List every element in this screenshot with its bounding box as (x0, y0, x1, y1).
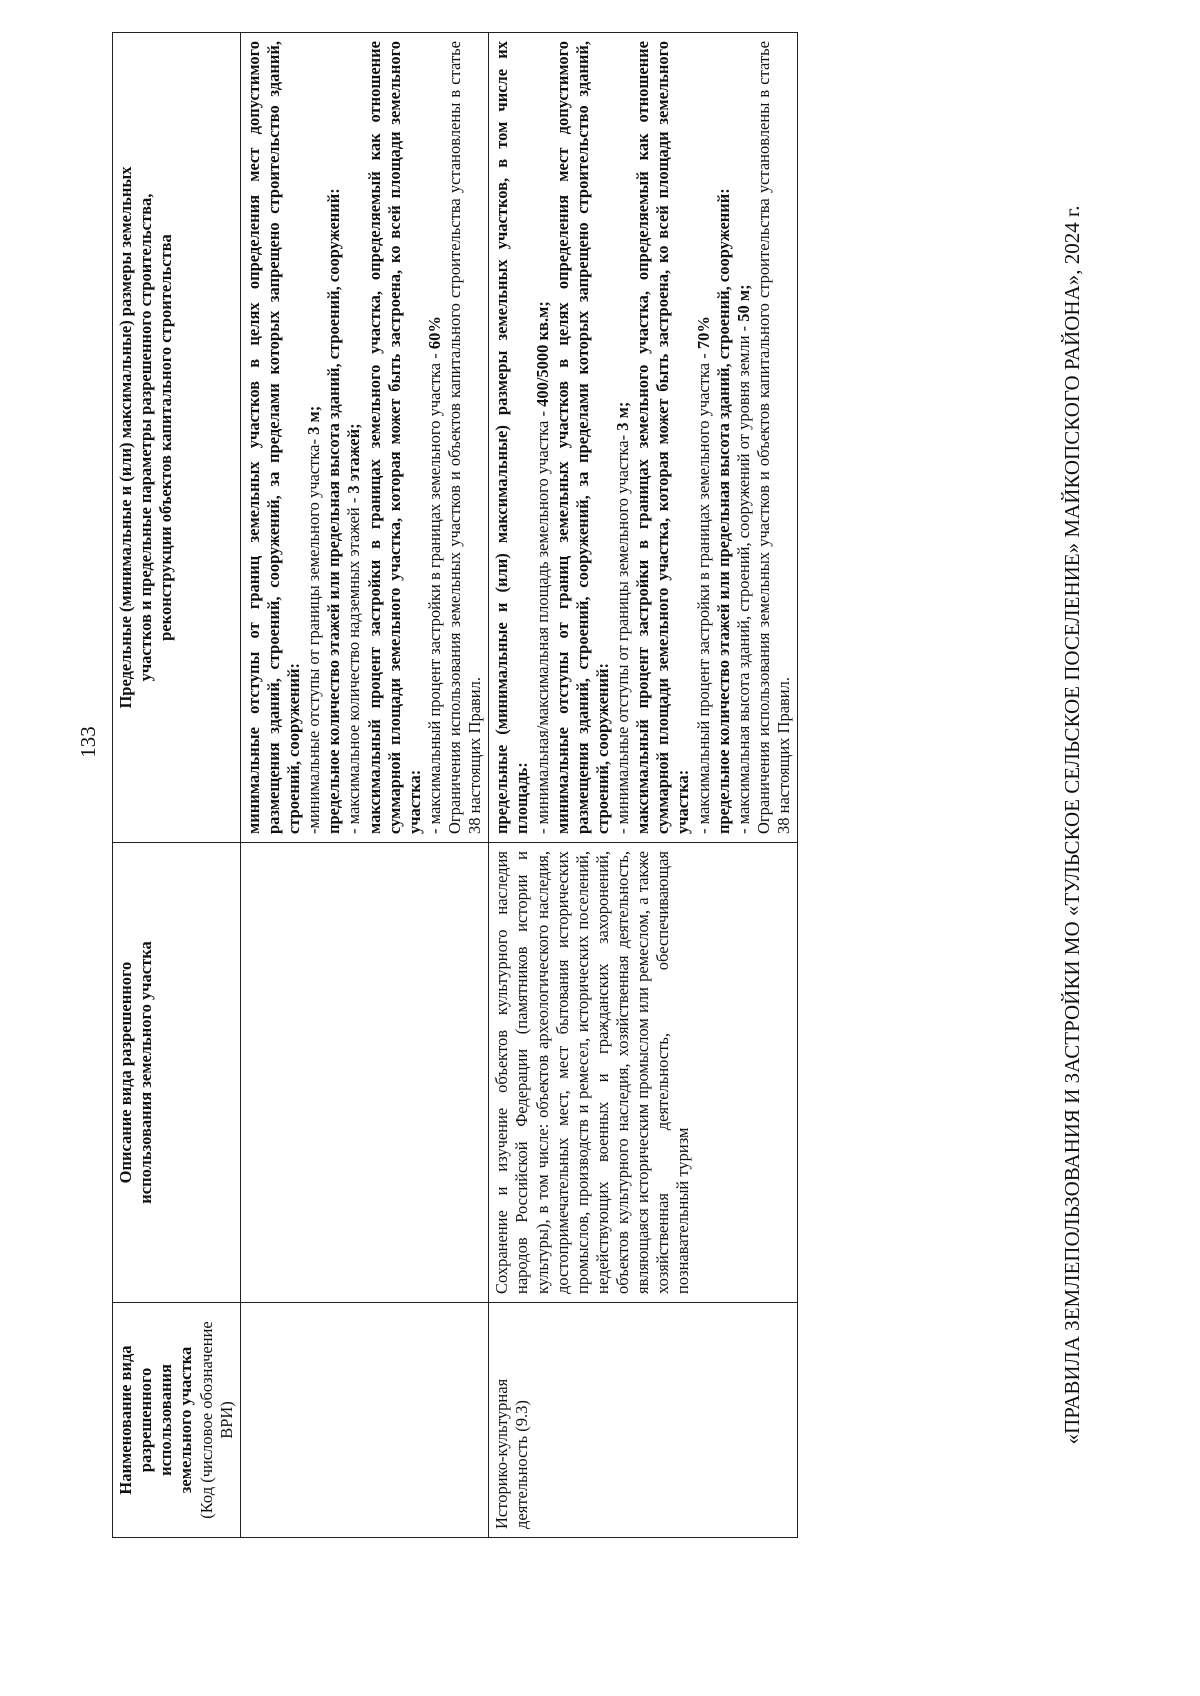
param-value: 3 м; (613, 401, 632, 431)
param-value: 400/5000 кв.м; (532, 301, 552, 407)
cell-empty-name (240, 1303, 489, 1538)
table-header-row (113, 33, 241, 1538)
param-value: 3 этажей; (344, 423, 364, 494)
param-text: - минимальная/максимальная площадь земельного участка - (532, 406, 552, 834)
param-text: - максимальный процент застройки в границах земельного участка - (424, 349, 444, 834)
param-text: - максимальное количество надземных этажей - (344, 493, 364, 834)
rotated-page (0, 40, 1100, 1640)
param-text: - максимальный процент застройки в границах земельного участка - (693, 349, 713, 834)
document-footer: «ПРАВИЛА ЗЕМЛЕПОЛЬЗОВАНИЯ И ЗАСТРОЙКИ МО «ТУЛЬСКОЕ СЕЛЬСКОЕ ПОСЕЛЕНИЕ» МАЙКОПСКОГО РАЙОНА», 2024 г. (1060, 205, 1084, 1445)
param-value: 60% (424, 316, 444, 350)
header-line: земельного участка (176, 1346, 196, 1494)
header-parameters (113, 33, 241, 843)
regulations-table (112, 32, 798, 1538)
cell-empty-description (240, 843, 489, 1303)
header-subtitle: (Код (числовое обозначение ВРИ) (196, 1321, 236, 1519)
param-note: Ограничения использования земельных участков и объектов капитального строительства установлены в статье 38 настоящих Правил. (445, 41, 485, 834)
table-row (489, 33, 798, 1538)
header-line: участков и предельные параметры разрешенного строительства, (136, 193, 156, 682)
header-line: использования (156, 1364, 176, 1476)
param-heading: предельные (минимальные и (или) максимальные) размеры земельных участков, в том числе их площадь: (492, 41, 532, 834)
header-line: разрешенного (136, 1367, 156, 1473)
param-text: - максимальная высота зданий, строений, сооружений от уровня земли - (733, 321, 753, 834)
header-description (113, 843, 241, 1303)
cell-parameters (489, 33, 798, 843)
cell-type-name: Историко-культурная деятельность (9.3) (489, 1303, 798, 1538)
header-line: реконструкции объектов капитального строительства (156, 234, 176, 641)
param-note: Ограничения использования земельных участков и объектов капитального строительства установлены в статье 38 настоящих Правил. (753, 41, 793, 834)
param-text: -минимальные отступы от границы земельного участка- (304, 434, 324, 834)
param-heading: максимальный процент застройки в границах земельного участка, определяемый как отношение суммарной площади земельного участка, которая может быть застроена, ко всей площади земельного участка: (633, 41, 693, 834)
header-line: Наименование вида (116, 1345, 135, 1495)
page-number: 133 (76, 726, 100, 758)
param-text: - минимальные отступы от границы земельного участка- (613, 430, 632, 834)
param-value: 50 м; (733, 284, 753, 322)
cell-parameters (240, 33, 489, 843)
param-value: 3 м; (304, 405, 324, 435)
param-heading: минимальные отступы от границ земельных участков в целях определения мест допустимого размещения зданий, строений, сооружений, за пределами которых запрещено строительство зданий, строений, сооружений: (552, 41, 612, 834)
header-type-name (113, 1303, 241, 1538)
param-heading: предельное количество этажей или предельная высота зданий, строений, сооружений: (324, 188, 344, 834)
header-line: Предельные (минимальные и (или) максимальные) размеры земельных (116, 166, 135, 709)
header-line: использования земельного участка (136, 941, 156, 1204)
param-heading: максимальный процент застройки в границах земельного участка, определяемый как отношение суммарной площади земельного участка, которая может быть застроена, ко всей площади земельного участка: (364, 41, 424, 834)
cell-description: Сохранение и изучение объектов культурного наследия народов Российской Федерации (памятников истории и культуры), в том числе: объектов археологического наследия, достопримечательных мест, мест бытования исторических промыслов, производств и ремесел, исторических поселений, недействующих военных и гражданских захоронений, объектов культурного наследия, хозяйственная деятельность, являющаяся историческим промыслом или ремеслом, а также хозяйственная деятельность, обеспечивающая познавательный туризм (489, 843, 798, 1303)
table-row (240, 33, 489, 1538)
param-heading: предельное количество этажей или предельная высота зданий, строений, сооружений: (713, 188, 733, 834)
header-line: Описание вида разрешенного (116, 961, 135, 1184)
param-value: 70% (693, 316, 713, 350)
param-heading: минимальные отступы от границ земельных участков в целях определения мест допустимого размещения зданий, строений, сооружений, за пределами которых запрещено строительство зданий, строений, сооружений: (243, 41, 303, 834)
